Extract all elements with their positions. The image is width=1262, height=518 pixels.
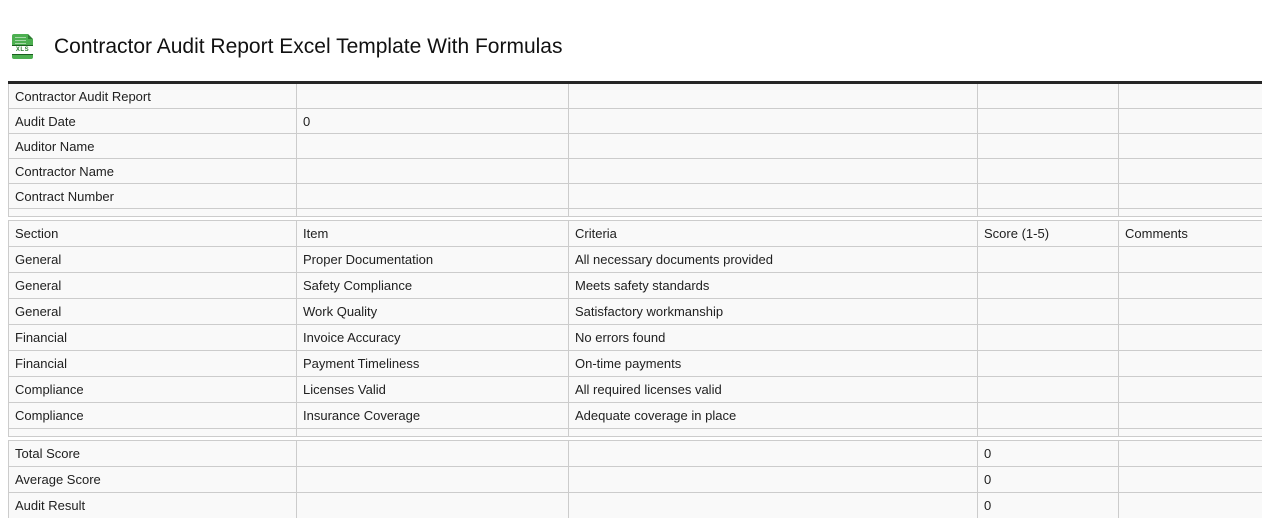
summary-label-cell: Audit Result	[9, 493, 297, 518]
criteria-cell: On-time payments	[569, 351, 978, 377]
xls-icon-label: XLS	[12, 45, 33, 55]
spacer-row	[9, 209, 1262, 217]
section-cell: Financial	[9, 351, 297, 377]
audit-report-preview	[8, 81, 1262, 518]
empty-cell	[569, 467, 978, 493]
summary-score-cell: 0	[978, 441, 1119, 467]
audit-items-table	[8, 220, 1262, 437]
empty-cell	[1119, 159, 1262, 184]
empty-cell	[569, 83, 978, 109]
empty-cell	[9, 209, 297, 217]
empty-cell	[978, 429, 1119, 437]
section-cell: General	[9, 247, 297, 273]
table-row	[9, 109, 1262, 134]
info-label-cell: Contract Number	[9, 184, 297, 209]
empty-cell	[569, 134, 978, 159]
score-cell	[978, 247, 1119, 273]
empty-cell	[978, 209, 1119, 217]
score-cell	[978, 351, 1119, 377]
comments-cell	[1119, 273, 1262, 299]
info-label-cell: Auditor Name	[9, 134, 297, 159]
table-row	[9, 273, 1262, 299]
empty-cell	[978, 184, 1119, 209]
xls-icon-stripes	[15, 37, 26, 44]
table-row	[9, 467, 1262, 493]
xls-file-icon	[12, 34, 33, 59]
column-header-criteria: Criteria	[569, 221, 978, 247]
empty-cell	[569, 493, 978, 518]
section-cell: Compliance	[9, 403, 297, 429]
criteria-cell: Meets safety standards	[569, 273, 978, 299]
empty-cell	[978, 134, 1119, 159]
score-cell	[978, 377, 1119, 403]
empty-cell	[978, 159, 1119, 184]
table-row	[9, 299, 1262, 325]
info-label-cell: Contractor Name	[9, 159, 297, 184]
page-title: Contractor Audit Report Excel Template With Formulas	[54, 34, 563, 58]
comments-cell	[1119, 299, 1262, 325]
criteria-cell: All necessary documents provided	[569, 247, 978, 273]
table-row	[9, 403, 1262, 429]
info-value-cell	[297, 184, 569, 209]
item-cell: Safety Compliance	[297, 273, 569, 299]
table-row	[9, 159, 1262, 184]
empty-cell	[9, 429, 297, 437]
empty-cell	[569, 159, 978, 184]
summary-score-cell: 0	[978, 493, 1119, 518]
table-row	[9, 493, 1262, 518]
table-row	[9, 184, 1262, 209]
column-header-comments: Comments	[1119, 221, 1262, 247]
table-row	[9, 134, 1262, 159]
section-cell: Compliance	[9, 377, 297, 403]
comments-cell	[1119, 247, 1262, 273]
empty-cell	[1119, 209, 1262, 217]
item-cell: Proper Documentation	[297, 247, 569, 273]
xls-icon-fold	[28, 34, 33, 39]
page-header	[0, 0, 1262, 59]
info-label-cell: Audit Date	[9, 109, 297, 134]
empty-cell	[1119, 441, 1262, 467]
empty-cell	[297, 493, 569, 518]
table-row	[9, 83, 1262, 109]
info-table	[8, 81, 1262, 217]
table-row	[9, 351, 1262, 377]
item-cell: Payment Timeliness	[297, 351, 569, 377]
empty-cell	[1119, 184, 1262, 209]
column-header-score: Score (1-5)	[978, 221, 1119, 247]
empty-cell	[569, 109, 978, 134]
criteria-cell: All required licenses valid	[569, 377, 978, 403]
empty-cell	[297, 441, 569, 467]
comments-cell	[1119, 403, 1262, 429]
empty-cell	[978, 109, 1119, 134]
criteria-cell: No errors found	[569, 325, 978, 351]
comments-cell	[1119, 351, 1262, 377]
summary-table	[8, 440, 1262, 518]
empty-cell	[297, 209, 569, 217]
empty-cell	[1119, 134, 1262, 159]
item-cell: Work Quality	[297, 299, 569, 325]
empty-cell	[297, 467, 569, 493]
table-row	[9, 441, 1262, 467]
empty-cell	[569, 441, 978, 467]
empty-cell	[978, 83, 1119, 109]
empty-cell	[1119, 83, 1262, 109]
info-label-cell: Contractor Audit Report	[9, 83, 297, 109]
empty-cell	[569, 184, 978, 209]
item-cell: Invoice Accuracy	[297, 325, 569, 351]
score-cell	[978, 325, 1119, 351]
column-header-section: Section	[9, 221, 297, 247]
table-row	[9, 247, 1262, 273]
column-header-item: Item	[297, 221, 569, 247]
info-value-cell	[297, 83, 569, 109]
table-row	[9, 325, 1262, 351]
info-value-cell	[297, 134, 569, 159]
spacer-row	[9, 429, 1262, 437]
comments-cell	[1119, 377, 1262, 403]
section-cell: General	[9, 299, 297, 325]
empty-cell	[569, 429, 978, 437]
section-cell: Financial	[9, 325, 297, 351]
score-cell	[978, 273, 1119, 299]
info-value-cell	[297, 159, 569, 184]
summary-label-cell: Average Score	[9, 467, 297, 493]
item-cell: Insurance Coverage	[297, 403, 569, 429]
summary-label-cell: Total Score	[9, 441, 297, 467]
summary-score-cell: 0	[978, 467, 1119, 493]
score-cell	[978, 299, 1119, 325]
empty-cell	[297, 429, 569, 437]
comments-cell	[1119, 325, 1262, 351]
empty-cell	[1119, 467, 1262, 493]
score-cell	[978, 403, 1119, 429]
criteria-cell: Satisfactory workmanship	[569, 299, 978, 325]
empty-cell	[569, 209, 978, 217]
empty-cell	[1119, 493, 1262, 518]
header-row	[9, 221, 1262, 247]
criteria-cell: Adequate coverage in place	[569, 403, 978, 429]
empty-cell	[1119, 109, 1262, 134]
section-cell: General	[9, 273, 297, 299]
info-value-cell: 0	[297, 109, 569, 134]
table-row	[9, 377, 1262, 403]
item-cell: Licenses Valid	[297, 377, 569, 403]
empty-cell	[1119, 429, 1262, 437]
